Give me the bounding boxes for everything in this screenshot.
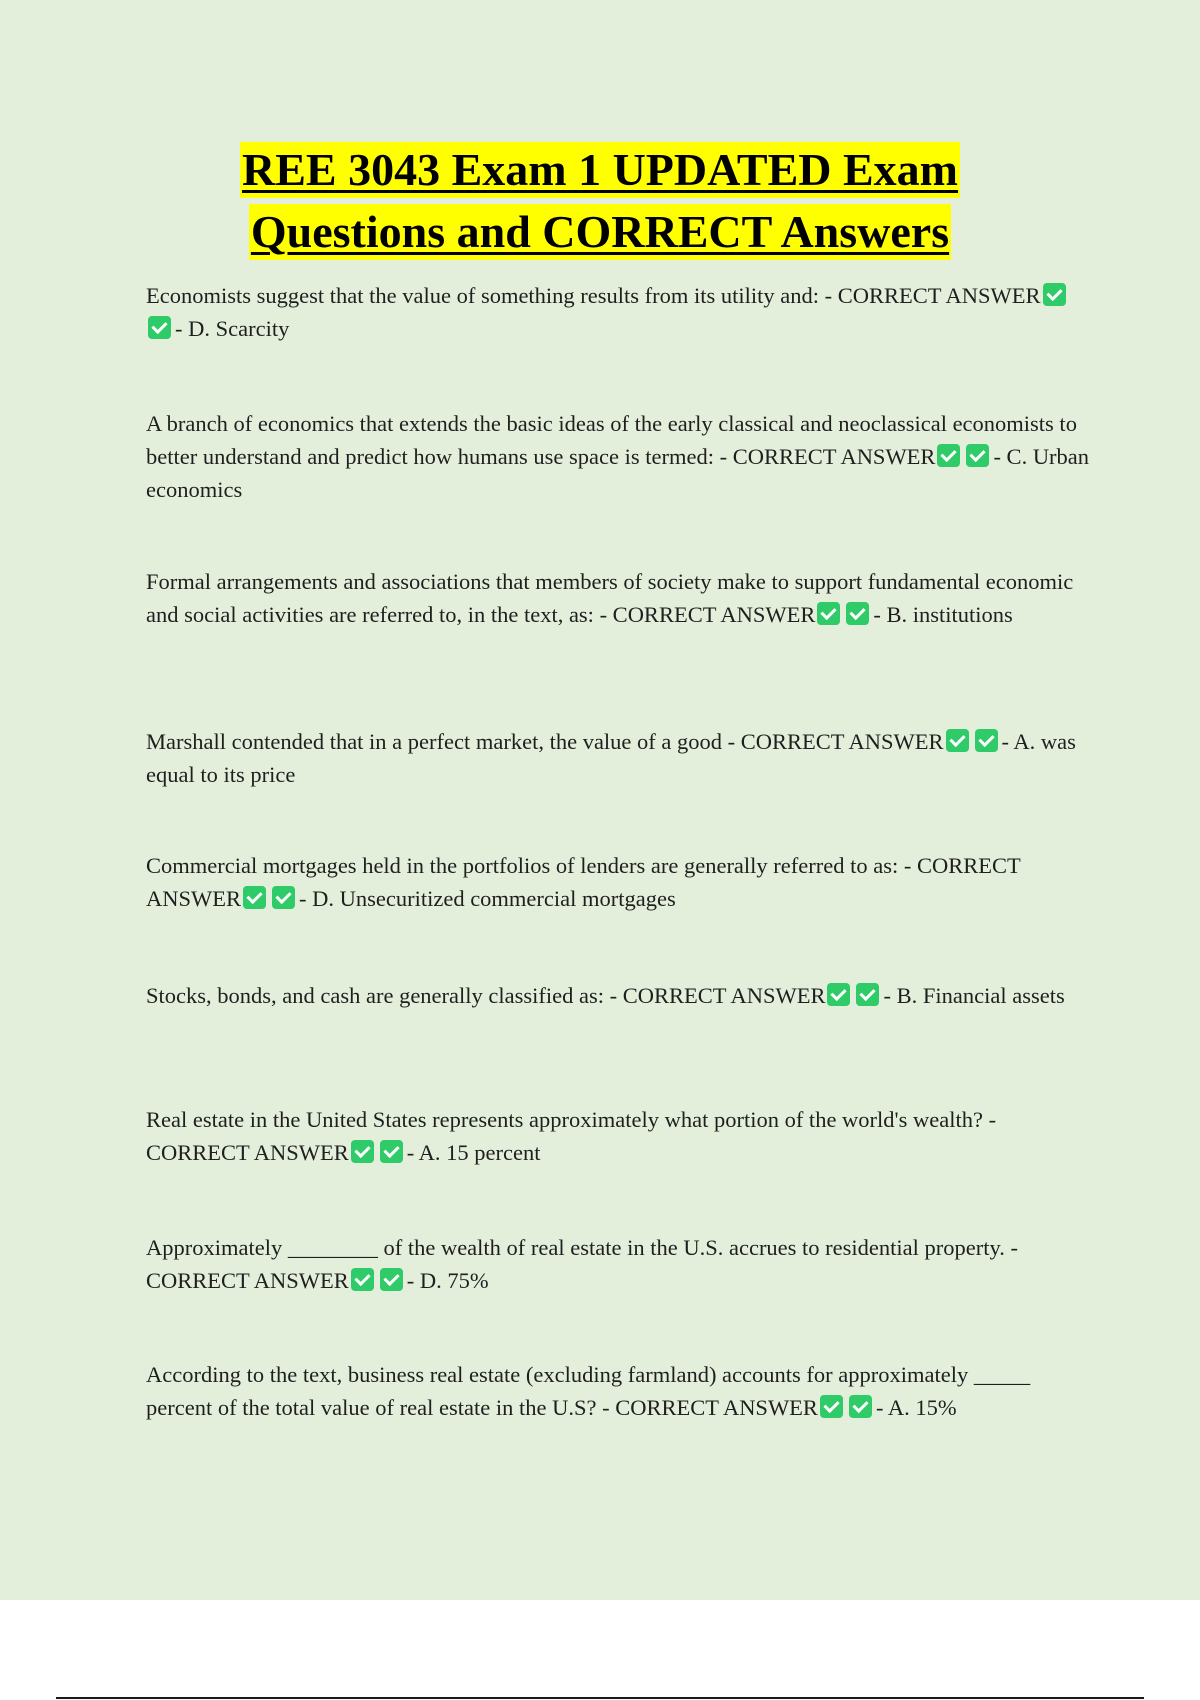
question-text: Marshall contended that in a perfect market, the value of a good [146, 729, 723, 754]
qa-item [146, 849, 1096, 915]
qa-item [146, 407, 1096, 506]
footer-rule [56, 1697, 1144, 1699]
question-text: Economists suggest that the value of something results from its utility and: [146, 283, 820, 308]
answer-marker: - CORRECT ANSWER [146, 1235, 1019, 1293]
title-line-2: Questions and CORRECT Answers [249, 204, 951, 260]
qa-item [146, 725, 1096, 791]
answer-text: - A. 15 percent [406, 1140, 541, 1165]
check-icon [351, 1140, 374, 1163]
answer-text: - D. 75% [406, 1268, 489, 1293]
question-text: Commercial mortgages held in the portfolios of lenders are generally referred to as: [146, 853, 899, 878]
answer-text: - A. 15% [875, 1395, 957, 1420]
answer-text: - A. was equal to its price [146, 729, 1076, 787]
answer-marker: - CORRECT ANSWER [609, 983, 826, 1008]
answer-text: - C. Urban economics [146, 444, 1090, 502]
question-text: Approximately ________ of the wealth of real estate in the U.S. accrues to residential property. [146, 1235, 1005, 1260]
answer-marker: - CORRECT ANSWER [146, 1107, 997, 1165]
check-icon [966, 444, 989, 467]
answer-marker: - CORRECT ANSWER [599, 602, 816, 627]
check-icon [975, 729, 998, 752]
check-icon [380, 1268, 403, 1291]
question-text: A branch of economics that extends the basic ideas of the early classical and neoclassical economists to better understand and predict how humans use space is termed: [146, 411, 1077, 469]
answer-text: - B. institutions [873, 602, 1013, 627]
title-line-1: REE 3043 Exam 1 UPDATED Exam [240, 142, 960, 198]
answer-text: - B. Financial assets [883, 983, 1065, 1008]
question-text: Stocks, bonds, and cash are generally classified as: [146, 983, 604, 1008]
answer-marker: - CORRECT ANSWER [146, 853, 1021, 911]
answer-text: - D. Scarcity [175, 316, 290, 341]
qa-item [146, 979, 1096, 1012]
question-text: Formal arrangements and associations that members of society make to support fundamental economic and social activities are referred to, in the text, as: [146, 569, 1074, 627]
check-icon [272, 886, 295, 909]
answer-marker: - CORRECT ANSWER [824, 283, 1041, 308]
qa-item [146, 1358, 1096, 1424]
qa-item [146, 279, 1096, 345]
answer-marker: - CORRECT ANSWER [727, 729, 944, 754]
check-icon [946, 729, 969, 752]
answer-marker: - CORRECT ANSWER [719, 444, 936, 469]
check-icon [148, 316, 171, 339]
document-title [0, 142, 1200, 266]
question-text: Real estate in the United States represents approximately what portion of the world's wealth? [146, 1107, 983, 1132]
qa-item [146, 565, 1096, 631]
check-icon [351, 1268, 374, 1291]
check-icon [846, 602, 869, 625]
check-icon [817, 602, 840, 625]
check-icon [849, 1395, 872, 1418]
qa-item [146, 1231, 1096, 1297]
answer-text: - D. Unsecuritized commercial mortgages [299, 886, 676, 911]
answer-marker: - CORRECT ANSWER [602, 1395, 818, 1420]
question-text: According to the text, business real estate (excluding farmland) accounts for approximately _____ percent of the total value of real estate in the U.S? [146, 1362, 1031, 1420]
check-icon [1043, 283, 1066, 306]
qa-item [146, 1103, 1096, 1169]
check-icon [937, 444, 960, 467]
check-icon [827, 983, 850, 1006]
check-icon [380, 1140, 403, 1163]
check-icon [856, 983, 879, 1006]
check-icon [820, 1395, 843, 1418]
check-icon [243, 886, 266, 909]
